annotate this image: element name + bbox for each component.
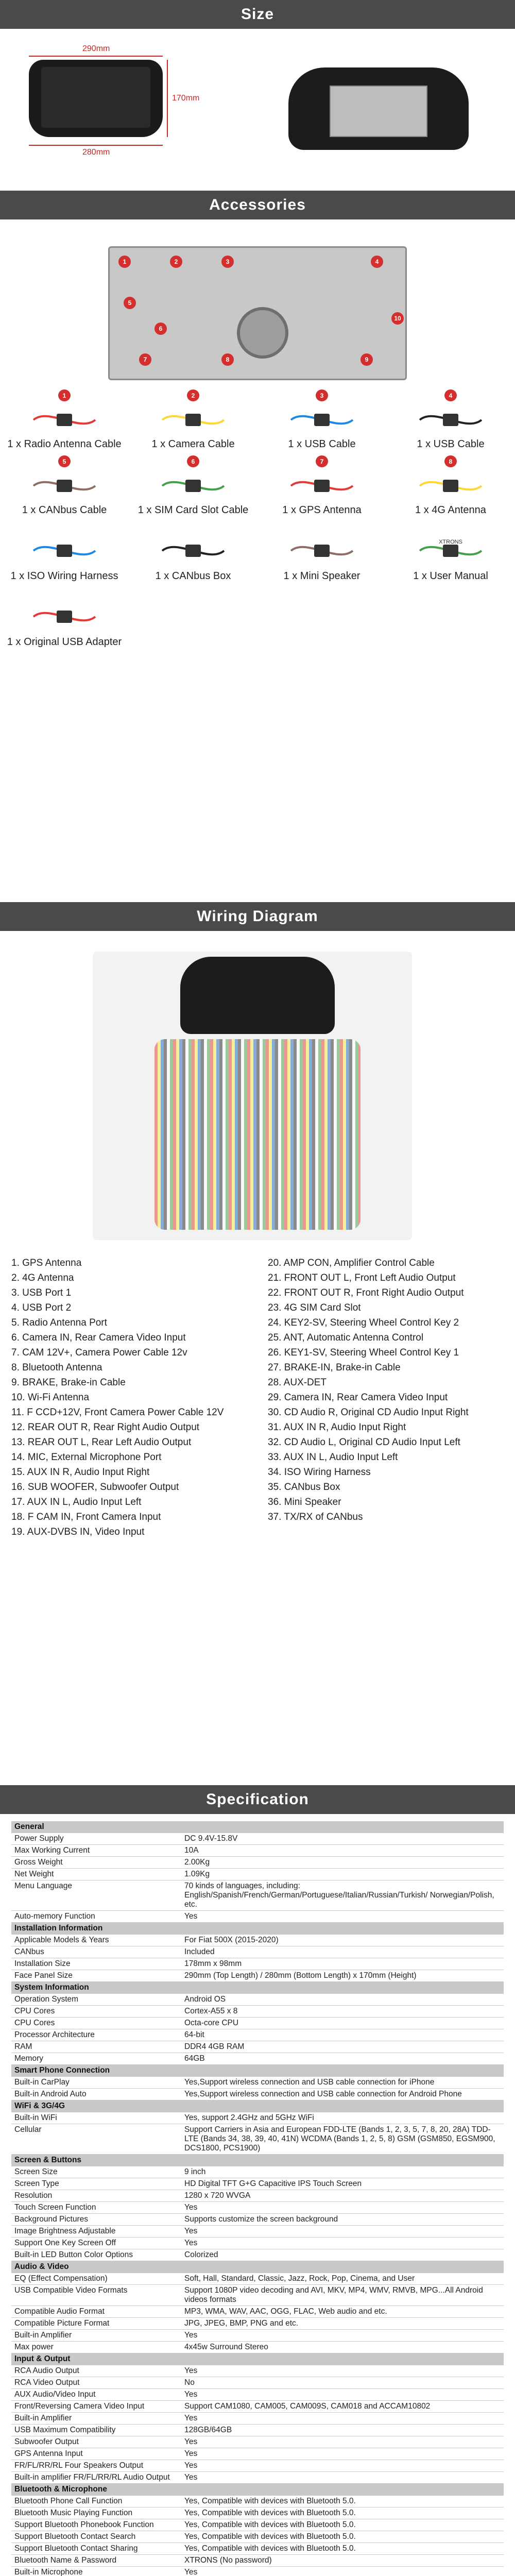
spec-row: [11, 2018, 504, 2029]
spec-row: [11, 2342, 504, 2353]
accessory-item: [258, 389, 386, 455]
depth-dimension-line: [29, 145, 163, 146]
accessory-grid: [0, 389, 515, 653]
spec-key: Built-in Amplifier: [11, 2330, 181, 2342]
spec-key: USB Maximum Compatibility: [11, 2425, 181, 2436]
spec-value: Yes: [181, 2436, 504, 2448]
wiring-legend: [0, 1256, 515, 1539]
spec-row: [11, 2543, 504, 2555]
spec-value: Yes, Compatible with devices with Bluetooth 5.0.: [181, 2531, 504, 2543]
spec-value: Yes: [181, 2226, 504, 2238]
spec-key: RCA Video Output: [11, 2377, 181, 2389]
spec-key: Support Bluetooth Phonebook Function: [11, 2519, 181, 2531]
spec-row: [11, 1880, 504, 1911]
accessory-number: 4: [444, 389, 457, 401]
accessory-item: [0, 587, 129, 653]
spec-row: [11, 2472, 504, 2484]
spec-title: Specification: [206, 1791, 309, 1808]
spec-row: [11, 2306, 504, 2318]
spec-key: Built-in Microphone: [11, 2567, 181, 2576]
spec-value: MP3, WMA, WAV, AAC, OGG, FLAC, Web audio and etc.: [181, 2306, 504, 2318]
camera-cable-icon: [157, 404, 229, 434]
rear-unit-chassis: [330, 86, 427, 137]
spec-section-title: Smart Phone Connection: [11, 2065, 504, 2077]
spec-row: [11, 2029, 504, 2041]
wiring-legend-item: 10. Wi-Fi Antenna: [11, 1392, 90, 1403]
spec-value: 10A: [181, 1845, 504, 1857]
spec-value: Yes, Compatible with devices with Bluetooth 5.0.: [181, 2496, 504, 2507]
accessory-number: 3: [316, 389, 328, 401]
mini-speaker-icon: [286, 535, 358, 566]
spec-row: [11, 2519, 504, 2531]
spec-row: [11, 2413, 504, 2425]
port-marker: 10: [391, 312, 404, 325]
accessories-banner: [0, 191, 515, 219]
wiring-legend-item: 11. F CCD+12V, Front Camera Power Cable 12V: [11, 1407, 224, 1418]
spec-key: Applicable Models & Years: [11, 1935, 181, 1946]
accessory-label: 1 x USB Cable: [288, 438, 356, 450]
height-dimension: 170mm: [172, 94, 200, 103]
spec-row: [11, 2507, 504, 2519]
rear-panel-fan: [237, 307, 288, 359]
accessory-item: [0, 521, 129, 587]
wiring-legend-item: 30. CD Audio R, Original CD Audio Input Right: [268, 1407, 469, 1418]
accessory-label: 1 x Original USB Adapter: [7, 636, 122, 648]
spec-key: Front/Reversing Camera Video Input: [11, 2401, 181, 2413]
width-dimension-line: [29, 56, 163, 57]
canbus-cable-icon: [28, 470, 100, 500]
port-marker: 5: [124, 297, 136, 309]
spec-key: Auto-memory Function: [11, 1911, 181, 1923]
accessory-item: [129, 521, 258, 587]
wiring-banner: [0, 902, 515, 931]
wiring-legend-item: 18. F CAM IN, Front Camera Input: [11, 1512, 161, 1522]
spec-key: Bluetooth Music Playing Function: [11, 2507, 181, 2519]
spec-key: Max Working Current: [11, 1845, 181, 1857]
spec-row: [11, 2124, 504, 2155]
spec-value: Yes,Support wireless connection and USB cable connection for Android Phone: [181, 2089, 504, 2100]
spec-key: USB Compatible Video Formats: [11, 2285, 181, 2306]
wiring-legend-item: 27. BRAKE-IN, Brake-in Cable: [268, 1362, 401, 1373]
spec-row: [11, 2436, 504, 2448]
wiring-legend-item: 32. CD Audio L, Original CD Audio Input Left: [268, 1437, 460, 1448]
spec-section-header: [11, 2065, 504, 2077]
size-banner: [0, 0, 515, 29]
spec-row: [11, 2567, 504, 2576]
spec-row: [11, 2377, 504, 2389]
spec-value: Yes: [181, 2389, 504, 2401]
spec-row: [11, 2249, 504, 2261]
spec-row: [11, 2318, 504, 2330]
spec-key: Face Panel Size: [11, 1970, 181, 1982]
spec-key: Menu Language: [11, 1880, 181, 1911]
accessory-item: [129, 455, 258, 521]
wiring-legend-item: 26. KEY1-SV, Steering Wheel Control Key 1: [268, 1347, 459, 1358]
gps-antenna-icon: [286, 470, 358, 500]
spec-value: Yes: [181, 1911, 504, 1923]
spec-value: Soft, Hall, Standard, Classic, Jazz, Rock, Pop, Cinema, and User: [181, 2273, 504, 2285]
spec-row: [11, 2460, 504, 2472]
xtrons-brand-logo: XTRONS: [439, 539, 462, 545]
spec-section-title: System Information: [11, 1982, 504, 1994]
size-section: [0, 29, 515, 191]
wiring-legend-item: 6. Camera IN, Rear Camera Video Input: [11, 1332, 186, 1343]
spec-row: [11, 2238, 504, 2249]
accessory-label: 1 x SIM Card Slot Cable: [138, 504, 249, 516]
spec-key: Bluetooth Name & Password: [11, 2555, 181, 2567]
wiring-legend-item: 20. AMP CON, Amplifier Control Cable: [268, 1258, 435, 1268]
spec-key: Memory: [11, 2053, 181, 2065]
spec-row: [11, 2226, 504, 2238]
spec-key: Support Bluetooth Contact Search: [11, 2531, 181, 2543]
spec-section-header: [11, 1982, 504, 1994]
spec-key: Support One Key Screen Off: [11, 2238, 181, 2249]
spec-key: Processor Architecture: [11, 2029, 181, 2041]
spec-section-title: Audio & Video: [11, 2261, 504, 2273]
spec-row: [11, 1911, 504, 1923]
spec-row: [11, 2531, 504, 2543]
spec-section-header: [11, 2353, 504, 2365]
spec-value: 128GB/64GB: [181, 2425, 504, 2436]
spec-key: Bluetooth Phone Call Function: [11, 2496, 181, 2507]
spec-row: [11, 2555, 504, 2567]
spec-section-title: Input & Output: [11, 2353, 504, 2365]
spec-row: [11, 2006, 504, 2018]
spec-value: Yes, Compatible with devices with Bluetooth 5.0.: [181, 2519, 504, 2531]
spec-value: Support Carriers in Asia and European FDD-LTE (Bands 1, 2, 3, 5, 7, 8, 20, 28A) TDD-LTE (Bands 34, 38, 39, 40, 41N) WCDMA (Bands 1, 2, 5, 8) GSM (GSM850, EGSM900, DCS1800, PCS1900): [181, 2124, 504, 2155]
radio-antenna-cable-icon: [28, 404, 100, 434]
wiring-legend-item: 3. USB Port 1: [11, 1287, 72, 1298]
accessory-label: 1 x CANbus Box: [155, 570, 231, 582]
spec-row: [11, 2089, 504, 2100]
spec-row: [11, 2202, 504, 2214]
spec-value: Yes: [181, 2330, 504, 2342]
spec-key: Subwoofer Output: [11, 2436, 181, 2448]
spec-value: Octa-core CPU: [181, 2018, 504, 2029]
spec-key: Built-in LED Button Color Options: [11, 2249, 181, 2261]
canbus-box-icon: [157, 535, 229, 566]
spec-section-header: [11, 2100, 504, 2112]
spec-row: [11, 2448, 504, 2460]
spec-value: 4x45w Surround Stereo: [181, 2342, 504, 2353]
spec-value: Supports customize the screen background: [181, 2214, 504, 2226]
spec-key: CPU Cores: [11, 2006, 181, 2018]
spec-section-header: [11, 2261, 504, 2273]
port-marker: 8: [221, 353, 234, 366]
spec-row: [11, 2077, 504, 2089]
spec-key: CPU Cores: [11, 2018, 181, 2029]
wiring-legend-item: 22. FRONT OUT R, Front Right Audio Output: [268, 1287, 464, 1298]
port-marker: 2: [170, 256, 182, 268]
accessories-title: Accessories: [209, 196, 306, 213]
spec-row: [11, 1857, 504, 1869]
spec-section-header: [11, 1923, 504, 1935]
spec-key: Screen Size: [11, 2166, 181, 2178]
wiring-legend-item: 5. Radio Antenna Port: [11, 1317, 107, 1328]
accessory-label: 1 x Mini Speaker: [283, 570, 360, 582]
spec-value: For Fiat 500X (2015-2020): [181, 1935, 504, 1946]
usb-cable-icon: [286, 404, 358, 434]
spec-row: [11, 1946, 504, 1958]
sim-slot-cable-icon: [157, 470, 229, 500]
accessory-number: 2: [187, 389, 199, 401]
accessory-label: 1 x User Manual: [413, 570, 488, 582]
spec-key: Resolution: [11, 2190, 181, 2202]
iso-harness-icon: [28, 535, 100, 566]
spec-key: Screen Type: [11, 2178, 181, 2190]
height-dimension-line: [167, 60, 168, 137]
front-unit-screen: [41, 67, 150, 128]
spec-value: JPG, JPEG, BMP, PNG and etc.: [181, 2318, 504, 2330]
accessory-label: 1 x 4G Antenna: [415, 504, 486, 516]
spec-section-header: [11, 2484, 504, 2496]
spec-row: [11, 1994, 504, 2006]
accessory-number: 8: [444, 455, 457, 467]
spec-key: RAM: [11, 2041, 181, 2053]
spec-row: [11, 2178, 504, 2190]
spec-row: [11, 2401, 504, 2413]
spec-key: EQ (Effect Compensation): [11, 2273, 181, 2285]
spec-value: 1280 x 720 WVGA: [181, 2190, 504, 2202]
wiring-legend-item: 36. Mini Speaker: [268, 1497, 341, 1507]
spec-row: [11, 1935, 504, 1946]
spec-key: FR/FL/RR/RL Four Speakers Output: [11, 2460, 181, 2472]
accessory-item: [386, 455, 515, 521]
spec-value: 178mm x 98mm: [181, 1958, 504, 1970]
accessory-item: [0, 389, 129, 455]
spec-key: Installation Size: [11, 1958, 181, 1970]
wiring-legend-item: 19. AUX-DVBS IN, Video Input: [11, 1527, 145, 1537]
spec-key: Max power: [11, 2342, 181, 2353]
spec-value: 2.00Kg: [181, 1857, 504, 1869]
spec-value: Yes, Compatible with devices with Bluetooth 5.0.: [181, 2507, 504, 2519]
wiring-legend-item: 21. FRONT OUT L, Front Left Audio Output: [268, 1273, 456, 1283]
spec-row: [11, 1869, 504, 1880]
accessory-item: [0, 455, 129, 521]
spec-key: Built-in WiFi: [11, 2112, 181, 2124]
accessory-label: 1 x Radio Antenna Cable: [7, 438, 122, 450]
spec-value: Yes: [181, 2472, 504, 2484]
spec-value: Colorized: [181, 2249, 504, 2261]
accessory-number: 7: [316, 455, 328, 467]
usb-cable-icon: [415, 404, 487, 434]
spec-row: [11, 1970, 504, 1982]
spec-banner: [0, 1785, 515, 1814]
wiring-legend-item: 15. AUX IN R, Audio Input Right: [11, 1467, 150, 1478]
wiring-legend-item: 35. CANbus Box: [268, 1482, 340, 1493]
spec-value: Yes: [181, 2460, 504, 2472]
spec-value: 64GB: [181, 2053, 504, 2065]
spec-key: Compatible Audio Format: [11, 2306, 181, 2318]
spec-key: Image Brightness Adjustable: [11, 2226, 181, 2238]
accessory-number: 5: [58, 455, 71, 467]
port-marker: 4: [371, 256, 383, 268]
accessory-label: 1 x ISO Wiring Harness: [10, 570, 118, 582]
wiring-title: Wiring Diagram: [197, 908, 318, 925]
spec-key: RCA Audio Output: [11, 2365, 181, 2377]
spec-section: [0, 1814, 515, 2576]
accessory-item: [129, 389, 258, 455]
spec-row: [11, 2190, 504, 2202]
spec-value: Yes, Compatible with devices with Bluetooth 5.0.: [181, 2543, 504, 2555]
spec-value: XTRONS (No password): [181, 2555, 504, 2567]
4g-antenna-icon: [415, 470, 487, 500]
spec-section-header: [11, 1821, 504, 1833]
port-marker: 3: [221, 256, 234, 268]
wiring-legend-item: 4. USB Port 2: [11, 1302, 72, 1313]
spec-row: [11, 2166, 504, 2178]
accessory-label: 1 x Camera Cable: [151, 438, 235, 450]
accessories-section: [0, 219, 515, 902]
wiring-legend-item: 17. AUX IN L, Audio Input Left: [11, 1497, 142, 1507]
wiring-legend-item: 9. BRAKE, Brake-in Cable: [11, 1377, 126, 1388]
spec-row: [11, 2112, 504, 2124]
spec-row: [11, 2365, 504, 2377]
wiring-legend-item: 14. MIC, External Microphone Port: [11, 1452, 162, 1463]
wiring-unit: [180, 957, 335, 1034]
wiring-legend-item: 33. AUX IN L, Audio Input Left: [268, 1452, 398, 1463]
spec-key: CANbus: [11, 1946, 181, 1958]
accessory-items: [0, 389, 515, 653]
spec-value: DC 9.4V-15.8V: [181, 1833, 504, 1845]
wiring-legend-item: 29. Camera IN, Rear Camera Video Input: [268, 1392, 448, 1403]
accessory-item: [386, 389, 515, 455]
accessory-label: 1 x CANbus Cable: [22, 504, 107, 516]
port-marker: 7: [139, 353, 151, 366]
spec-key: GPS Antenna Input: [11, 2448, 181, 2460]
spec-key: Built-in Amplifier: [11, 2413, 181, 2425]
accessory-label: 1 x GPS Antenna: [282, 504, 362, 516]
spec-key: Power Supply: [11, 1833, 181, 1845]
spec-value: Yes: [181, 2567, 504, 2576]
spec-row: [11, 1833, 504, 1845]
spec-value: DDR4 4GB RAM: [181, 2041, 504, 2053]
port-marker: 9: [360, 353, 373, 366]
spec-key: Cellular: [11, 2124, 181, 2155]
spec-key: Gross Weight: [11, 1857, 181, 1869]
spec-key: Touch Screen Function: [11, 2202, 181, 2214]
spec-value: Yes: [181, 2413, 504, 2425]
wiring-harness: [154, 1039, 360, 1230]
spec-value: Support 1080P video decoding and AVI, MKV, MP4, WMV, RMVB, MPG...All Android videos formats: [181, 2285, 504, 2306]
spec-value: No: [181, 2377, 504, 2389]
usb-adapter-icon: [28, 601, 100, 632]
spec-value: Yes: [181, 2365, 504, 2377]
spec-value: 9 inch: [181, 2166, 504, 2178]
spec-section-title: Installation Information: [11, 1923, 504, 1935]
spec-value: Yes, support 2.4GHz and 5GHz WiFi: [181, 2112, 504, 2124]
spec-key: Built-in Android Auto: [11, 2089, 181, 2100]
wiring-section: [0, 931, 515, 1785]
spec-value: Yes: [181, 2238, 504, 2249]
accessory-label: 1 x USB Cable: [417, 438, 485, 450]
spec-value: 64-bit: [181, 2029, 504, 2041]
spec-section-title: General: [11, 1821, 504, 1833]
spec-value: HD Digital TFT G+G Capacitive IPS Touch Screen: [181, 2178, 504, 2190]
spec-row: [11, 1958, 504, 1970]
wiring-legend-item: 7. CAM 12V+, Camera Power Cable 12v: [11, 1347, 187, 1358]
spec-section-header: [11, 2155, 504, 2166]
wiring-legend-item: 28. AUX-DET: [268, 1377, 327, 1388]
spec-key: Operation System: [11, 1994, 181, 2006]
accessory-item: [258, 455, 386, 521]
spec-value: Cortex-A55 x 8: [181, 2006, 504, 2018]
size-title: Size: [241, 6, 274, 23]
spec-key: AUX Audio/Video Input: [11, 2389, 181, 2401]
spec-row: [11, 2273, 504, 2285]
wiring-legend-item: 37. TX/RX of CANbus: [268, 1512, 363, 1522]
wiring-legend-item: 1. GPS Antenna: [11, 1258, 82, 1268]
spec-key: Built-in amplifier FR/FL/RR/RL Audio Output: [11, 2472, 181, 2484]
spec-value: Included: [181, 1946, 504, 1958]
spec-row: [11, 2425, 504, 2436]
spec-key: Background Pictures: [11, 2214, 181, 2226]
spec-key: Net Weight: [11, 1869, 181, 1880]
wiring-legend-item: 8. Bluetooth Antenna: [11, 1362, 102, 1373]
wiring-legend-item: 12. REAR OUT R, Rear Right Audio Output: [11, 1422, 200, 1433]
spec-row: [11, 2053, 504, 2065]
width-dimension: 290mm: [82, 44, 110, 53]
wiring-legend-item: 2. 4G Antenna: [11, 1273, 74, 1283]
spec-section-title: WiFi & 3G/4G: [11, 2100, 504, 2112]
spec-value: 290mm (Top Length) / 280mm (Bottom Length) x 170mm (Height): [181, 1970, 504, 1982]
depth-dimension: 280mm: [82, 148, 110, 157]
spec-value: 70 kinds of languages, including: English/Spanish/French/German/Portuguese/Italian/Russian/Turkish/ Norwegian/Polish, etc.: [181, 1880, 504, 1911]
spec-value: 1.09Kg: [181, 1869, 504, 1880]
spec-value: Support CAM1080, CAM005, CAM009S, CAM018 and ACCAM10802: [181, 2401, 504, 2413]
wiring-legend-item: 23. 4G SIM Card Slot: [268, 1302, 361, 1313]
wiring-legend-item: 13. REAR OUT L, Rear Left Audio Output: [11, 1437, 192, 1448]
accessory-number: 6: [187, 455, 199, 467]
spec-row: [11, 2330, 504, 2342]
spec-section-title: Screen & Buttons: [11, 2155, 504, 2166]
wiring-legend-item: 16. SUB WOOFER, Subwoofer Output: [11, 1482, 179, 1493]
wiring-legend-item: 24. KEY2-SV, Steering Wheel Control Key 2: [268, 1317, 459, 1328]
spec-key: Compatible Picture Format: [11, 2318, 181, 2330]
spec-row: [11, 2389, 504, 2401]
spec-row: [11, 1845, 504, 1857]
wiring-legend-item: 34. ISO Wiring Harness: [268, 1467, 371, 1478]
port-marker: 6: [154, 323, 167, 335]
spec-row: [11, 2496, 504, 2507]
wiring-legend-left: [11, 1256, 247, 1539]
accessory-number: 1: [58, 389, 71, 401]
spec-value: Yes: [181, 2202, 504, 2214]
spec-key: Built-in CarPlay: [11, 2077, 181, 2089]
wiring-legend-item: 31. AUX IN R, Audio Input Right: [268, 1422, 406, 1433]
port-marker: 1: [118, 256, 131, 268]
user-manual-icon: [415, 535, 487, 566]
accessory-item: [258, 521, 386, 587]
spec-row: [11, 2041, 504, 2053]
spec-section-title: Bluetooth & Microphone: [11, 2484, 504, 2496]
spec-key: Support Bluetooth Contact Sharing: [11, 2543, 181, 2555]
wiring-legend-item: 25. ANT, Automatic Antenna Control: [268, 1332, 424, 1343]
wiring-legend-right: [268, 1256, 504, 1539]
spec-value: Yes: [181, 2448, 504, 2460]
spec-row: [11, 2285, 504, 2306]
spec-value: Android OS: [181, 1994, 504, 2006]
spec-value: Yes,Support wireless connection and USB cable connection for iPhone: [181, 2077, 504, 2089]
spec-row: [11, 2214, 504, 2226]
spec-table: [11, 1821, 504, 2576]
accessory-item: [386, 521, 515, 587]
